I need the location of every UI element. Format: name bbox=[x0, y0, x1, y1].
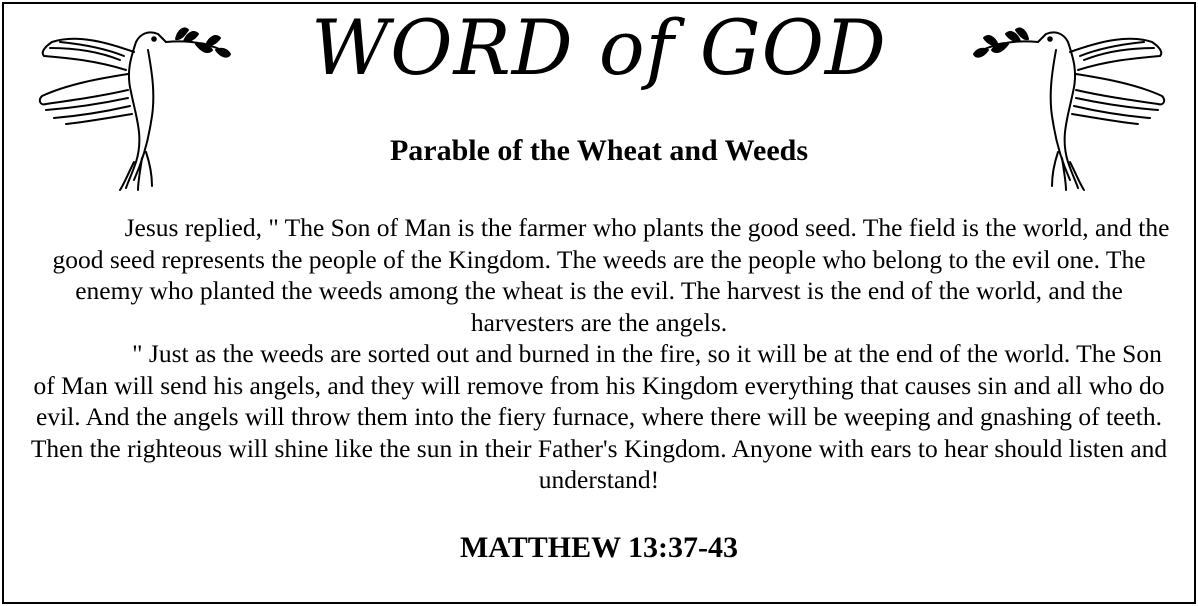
passage-paragraph-1: Jesus replied, " The Son of Man is the farmer who plants the good seed. The field is the world, and the good seed represents the people of the Kingdom. The weeds are the people who belong to the evil one. The enemy who planted the weeds among the wheat is the evil. The harvest is the end of the world, and the harvesters are the angels. bbox=[52, 213, 1170, 337]
page-title: WORD of GOD bbox=[311, 3, 887, 92]
scripture-reference: MATTHEW 13:37-43 bbox=[459, 531, 739, 564]
scripture-card bbox=[2, 2, 1196, 604]
scripture-passage bbox=[24, 212, 1174, 496]
passage-paragraph-2: " Just as the weeds are sorted out and burned in the fire, so it will be at the end of the world. The Son of Man will send his angels, and they will remove from his Kingdom everything that causes sin and all who do evil. And the angels will throw them into the fiery furnace, where there will be weeping and gnashing of teeth. Then the righteous will shine like the sun in their Father's Kingdom. Anyone with ears to hear should listen and understand! bbox=[30, 339, 1168, 494]
parable-subtitle: Parable of the Wheat and Weeds bbox=[389, 134, 809, 167]
